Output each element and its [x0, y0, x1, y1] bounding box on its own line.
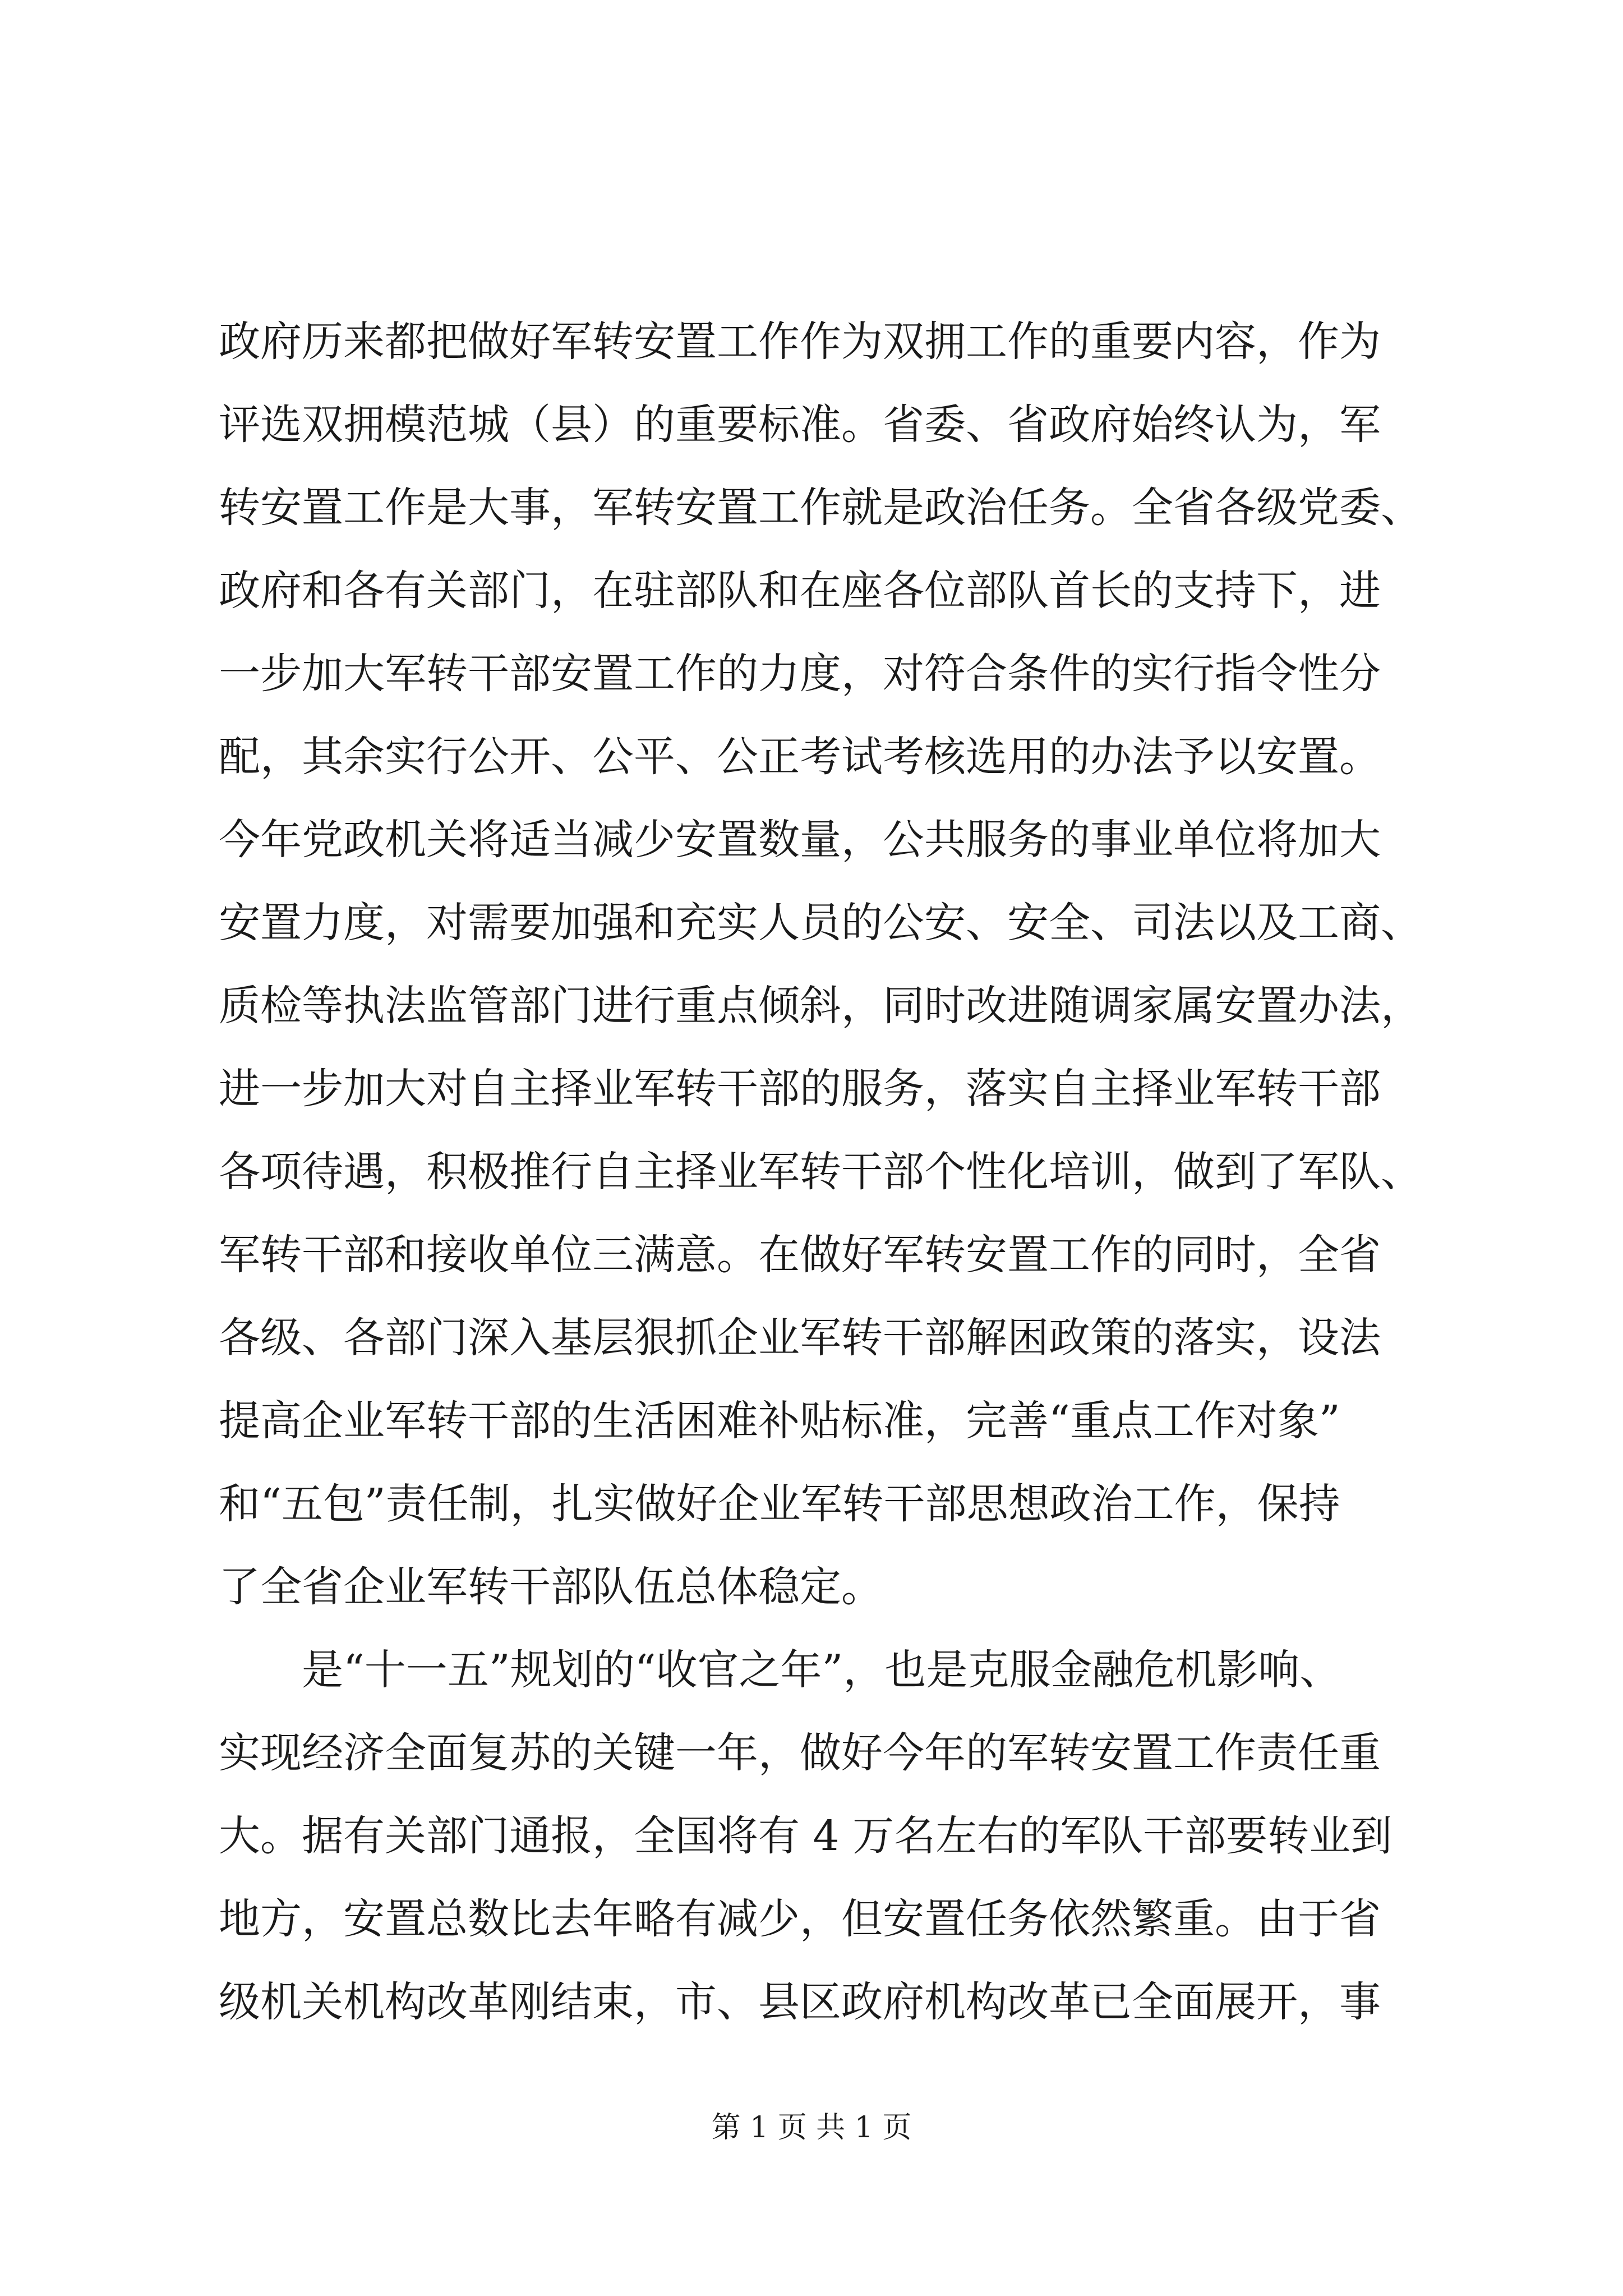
- text-line: 军转干部和接收单位三满意。在做好军转安置工作的同时，全省: [219, 1231, 1381, 1279]
- text-line: 今年党政机关将适当减少安置数量，公共服务的事业单位将加大: [219, 816, 1381, 864]
- text-line: 转安置工作是大事，军转安置工作就是政治任务。全省各级党委、: [219, 484, 1422, 532]
- text-line: 一步加大军转干部安置工作的力度，对符合条件的实行指令性分: [219, 650, 1381, 698]
- document-body: [219, 300, 1422, 2044]
- text-line: 政府和各有关部门，在驻部队和在座各位部队首长的支持下，进: [219, 567, 1381, 615]
- text-line: 各级、各部门深入基层狠抓企业军转干部解困政策的落实，设法: [219, 1314, 1381, 1362]
- text-line: 质检等执法监管部门进行重点倾斜，同时改进随调家属安置办法，: [219, 982, 1422, 1030]
- page-footer: [0, 2108, 1623, 2147]
- text-line: 配，其余实行公开、公平、公正考试考核选用的办法予以安置。: [219, 733, 1381, 781]
- text-line: 评选双拥模范城（县）的重要标准。省委、省政府始终认为，军: [219, 401, 1381, 449]
- paragraph-1: [219, 300, 1422, 1628]
- text-line: 进一步加大对自主择业军转干部的服务，落实自主择业军转干部: [219, 1065, 1381, 1113]
- text-line: 地方，安置总数比去年略有减少，但安置任务依然繁重。由于省: [219, 1895, 1381, 1943]
- text-line: 提高企业军转干部的生活困难补贴标准，完善“重点工作对象”: [219, 1397, 1340, 1445]
- paragraph-2: [219, 1628, 1419, 2044]
- text-line: 大。据有关部门通报，全国将有 4 万名左右的军队干部要转业到: [219, 1812, 1393, 1860]
- text-line: 政府历来都把做好军转安置工作作为双拥工作的重要内容，作为: [219, 318, 1381, 366]
- text-line: 各项待遇，积极推行自主择业军转干部个性化培训，做到了军队、: [219, 1148, 1422, 1196]
- text-line: 了全省企业军转干部队伍总体稳定。: [219, 1563, 883, 1611]
- text-line: 实现经济全面复苏的关键一年，做好今年的军转安置工作责任重: [219, 1729, 1381, 1777]
- text-line: 安置力度，对需要加强和充实人员的公安、安全、司法以及工商、: [219, 899, 1422, 947]
- text-line: 是“十一五”规划的“收官之年”，也是克服金融危机影响、: [302, 1646, 1341, 1694]
- text-line: 级机关机构改革刚结束，市、县区政府机构改革已全面展开，事: [219, 1978, 1381, 2026]
- page-number: 第 1 页 共 1 页: [711, 2111, 912, 2145]
- text-line: 和“五包”责任制，扎实做好企业军转干部思想政治工作，保持: [219, 1480, 1340, 1528]
